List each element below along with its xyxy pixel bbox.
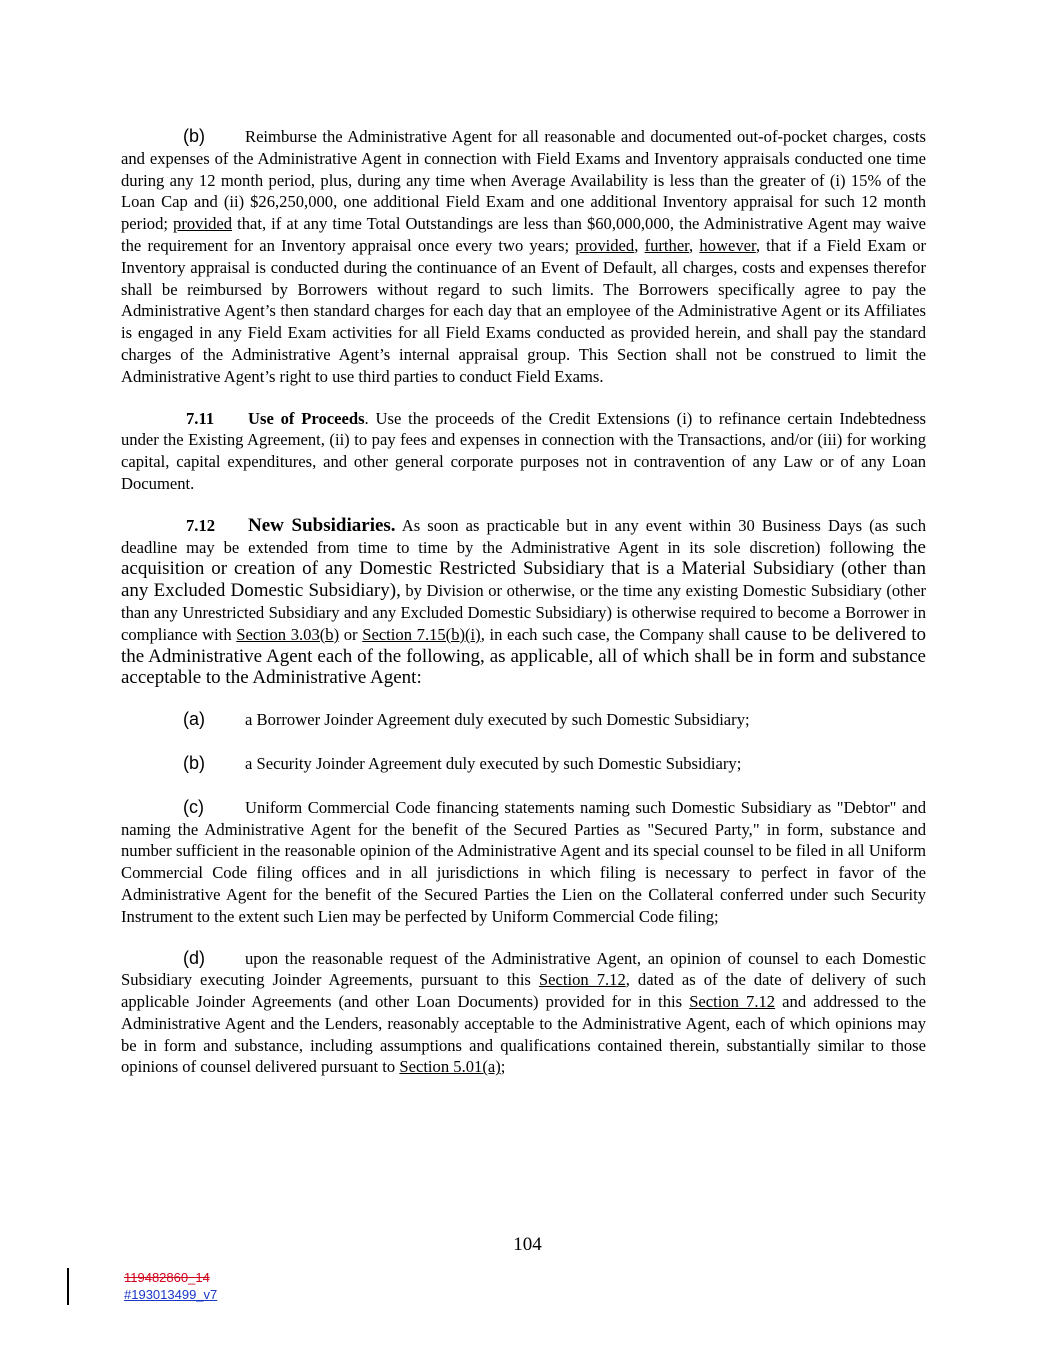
item-label: (c) — [183, 796, 204, 817]
change-bar — [67, 1268, 69, 1305]
inserted-doc-id: #193013499_v7 — [124, 1287, 218, 1302]
page-number: 104 — [513, 1234, 542, 1255]
list-item-c: (c) Uniform Commercial Code financing statements naming such Domestic Subsidiary as "Debtor" and naming the Administrative Agent for the benefit of the Secured Parties as "Secured Party," in form, substance and number sufficient in the reasonable opinion of the Administrative Agent and its special counsel to be filed in all Uniform Commercial Code filing offices and in all jurisdictions in which filing is necessary to perfect in favor of the Administrative Agent for the benefit of the Secured Parties the Lien on the Collateral conferred under such Security Instrument to the extent such Lien may be perfected by Uniform Commercial Code filing; — [121, 796, 926, 926]
section-7-11: 7.11 Use of Proceeds. Use the proceeds of the Credit Extensions (i) to refinance certain Indebtedness under the Existing Agreement, (ii) to pay fees and expenses in connection with the Transactions, and/or (iii) for working capital, capital expenditures, and other general corporate purposes not in contravention of any Law or of any Loan Document. — [121, 408, 926, 493]
list-item-b: (b) a Security Joinder Agreement duly executed by such Domestic Subsidiary; — [121, 753, 926, 775]
document-page — [121, 126, 926, 1098]
cross-reference: Section 7.12 — [538, 970, 626, 990]
item-label: (b) — [183, 752, 205, 773]
paragraph-b-reimburse: (b) Reimburse the Administrative Agent for all reasonable and documented out-of-pocket charges, costs and expenses of the Administrative Agent in connection with Field Exams and Inventory appraisals conducted one time during any 12 month period, plus, during any time when Average Availability is less than the greater of (i) 15% of the Loan Cap and (ii) $26,250,000, one additional Field Exam and one additional Inventory appraisal for such 12 month period; provided that, if at any time Total Outstandings are less than $60,000,000, the Administrative Agent may waive the requirement for an Inventory appraisal once every two years; provided, further, however, that if a Field Exam or Inventory appraisal is conducted during the continuance of an Event of Default, all charges, costs and expenses therefor shall be reimbursed by Borrowers without regard to such limits. The Borrowers specifically agree to pay the Administrative Agent’s then standard charges for each day that an employee of the Administrative Agent or its Affiliates is engaged in any Field Exam activities for all Field Exams conducted as provided herein, and shall pay the standard charges of the Administrative Agent’s internal appraisal group. This Section shall not be construed to limit the Administrative Agent’s right to use third parties to conduct Field Exams. — [121, 126, 927, 386]
section-number: 7.11 — [186, 408, 215, 428]
section-heading: New Subsidiaries. — [248, 514, 396, 536]
section-7-12: 7.12 New Subsidiaries. As soon as practicable but in any event within 30 Business Days (as such deadline may be extended from time to time by the Administrative Agent in its sole discretion) following the acquisition or creation of any Domestic Restricted Subsidiary that is a Material Subsidiary (other than any Excluded Domestic Subsidiary), by Division or otherwise, or the time any existing Domestic Subsidiary (other than any Unrestricted Subsidiary and any Excluded Domestic Subsidiary) is otherwise required to become a Borrower in compliance with Section 3.03(b) or Section 7.15(b)(i), in each such case, the Company shall cause to be delivered to the Administrative Agent each of the following, as applicable, all of which shall be in form and substance acceptable to the Administrative Agent: — [121, 514, 926, 689]
item-label: (a) — [183, 709, 205, 730]
cross-reference: Section 7.15(b)(i) — [362, 624, 481, 644]
list-item-d: (d) upon the reasonable request of the Administrative Agent, an opinion of counsel to each Domestic Subsidiary executing Joinder Agreements, pursuant to this Section 7.12, dated as of the date of delivery of such applicable Joinder Agreements (and other Loan Documents) provided for in this Section 7.12 and addressed to the Administrative Agent and the Lenders, reasonably acceptable to the Administrative Agent, each of which opinions may be in form and substance, including assumptions and qualifications contained therein, substantially similar to those opinions of counsel delivered pursuant to Section 5.01(a); — [121, 947, 927, 1077]
cross-reference: Section 3.03(b) — [236, 624, 340, 644]
section-number: 7.12 — [186, 515, 216, 535]
list-item-a: (a) a Borrower Joinder Agreement duly executed by such Domestic Subsidiary; — [121, 709, 926, 731]
cross-reference: Section 7.12 — [689, 992, 776, 1012]
paragraph-label: (b) — [183, 126, 205, 146]
section-heading: Use of Proceeds — [248, 408, 365, 428]
item-label: (d) — [183, 947, 205, 968]
deleted-doc-id: 119482860_14 — [124, 1270, 210, 1285]
cross-reference: Section 5.01(a) — [399, 1057, 501, 1077]
